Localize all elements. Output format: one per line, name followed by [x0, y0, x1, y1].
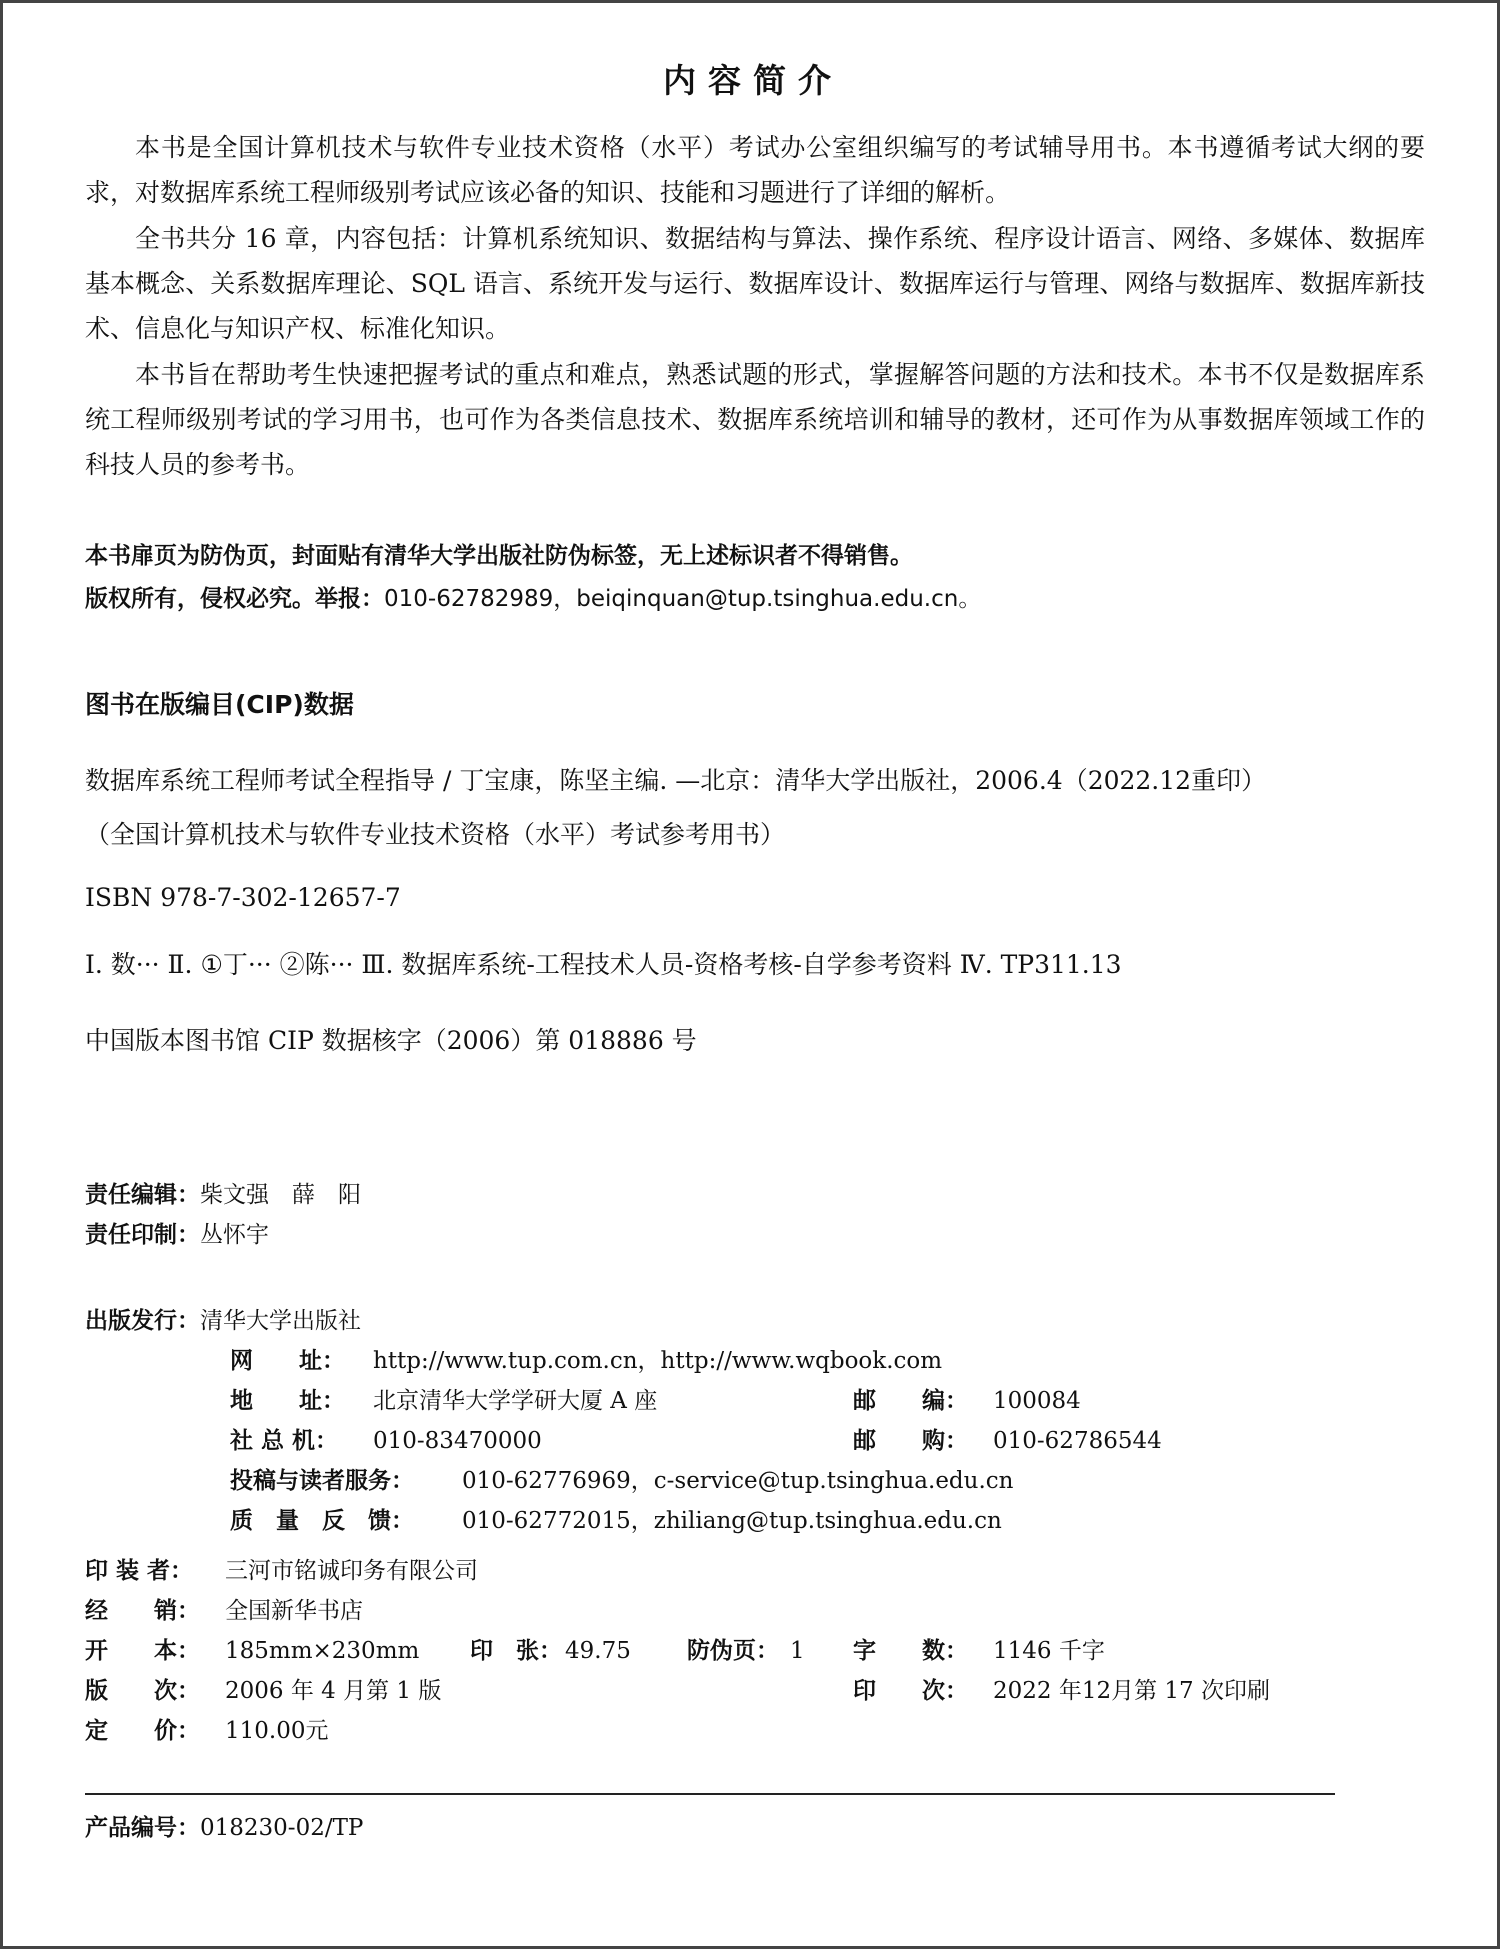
zip-value: 100084: [993, 1388, 1081, 1414]
report-line: [85, 578, 1425, 621]
web-value: http://www.tup.com.cn，http://www.wqbook.com: [373, 1348, 943, 1374]
edition-row: [85, 1671, 1425, 1711]
distributor-label: 经 销：: [85, 1598, 200, 1624]
switchboard-label: 社 总 机：: [230, 1428, 339, 1454]
print-value: 丛怀宇: [200, 1222, 269, 1248]
cip-classification: Ⅰ. 数··· Ⅱ. ①丁··· ②陈··· Ⅲ. 数据库系统-工程技术人员-资格考核-自学参考资料 Ⅳ. TP311.13: [85, 950, 1122, 979]
edition-value: 2006 年 4 月第 1 版: [225, 1678, 442, 1704]
intro-paragraph: 本书旨在帮助考生快速把握考试的重点和难点，熟悉试题的形式，掌握解答问题的方法和技术。本书不仅是数据库系统工程师级别考试的学习用书，也可作为各类信息技术、数据库系统培训和辅导的教材，还可作为从事数据库领域工作的科技人员的参考书。: [85, 360, 1425, 479]
intro-paragraph: 本书是全国计算机技术与软件专业技术资格（水平）考试办公室组织编写的考试辅导用书。本书遵循考试大纲的要求，对数据库系统工程师级别考试应该必备的知识、技能和习题进行了详细的解析。: [85, 133, 1425, 207]
printer-row: [85, 1551, 1425, 1591]
anti-counterfeit-label: 防伪页：: [687, 1638, 779, 1664]
format-label: 开 本：: [85, 1638, 200, 1664]
submission-row: [85, 1461, 1425, 1501]
mail-order-label: 邮 购：: [853, 1428, 968, 1454]
quality-label: 质 量 反 馈：: [230, 1508, 414, 1534]
web-row: [85, 1341, 1425, 1381]
distributor-value: 全国新华书店: [225, 1598, 363, 1624]
sheets-label: 印 张：: [470, 1638, 562, 1664]
submission-value: 010-62776969，c-service@tup.tsinghua.edu.cn: [462, 1468, 1014, 1494]
notice-line: 本书扉页为防伪页，封面贴有清华大学出版社防伪标签，无上述标识者不得销售。: [85, 543, 913, 569]
switchboard-row: [85, 1421, 1425, 1461]
product-code-value: 018230-02/TP: [200, 1815, 364, 1841]
printing-value: 2022 年12月第 17 次印刷: [993, 1678, 1270, 1704]
print-row: [85, 1215, 1425, 1255]
price-row: [85, 1711, 1425, 1751]
format-value: 185mm×230mm: [225, 1638, 420, 1664]
publisher-section: [85, 1301, 1425, 1541]
submission-label: 投稿与读者服务：: [230, 1468, 414, 1494]
anti-counterfeit-value: 1: [790, 1638, 805, 1664]
product-code: [85, 1809, 363, 1842]
specs-section: [85, 1551, 1425, 1751]
editor-label: 责任编辑：: [85, 1182, 200, 1208]
editor-value: 柴文强 薛 阳: [200, 1182, 361, 1208]
cip-line: 数据库系统工程师考试全程指导 / 丁宝康，陈坚主编. —北京：清华大学出版社，2006.4（2022.12重印）: [85, 766, 1267, 795]
mail-order-value: 010-62786544: [993, 1428, 1162, 1454]
report-label: 版权所有，侵权必究。举报：: [85, 586, 384, 612]
page-title: 内容简介: [663, 61, 843, 100]
editor-row: [85, 1175, 1425, 1215]
sheets-value: 49.75: [565, 1638, 631, 1664]
quality-value: 010-62772015，zhiliang@tup.tsinghua.edu.cn: [462, 1508, 1002, 1534]
publisher-name: 清华大学出版社: [200, 1308, 361, 1334]
divider-line: [85, 1793, 1335, 1795]
cip-heading: 图书在版编目(CIP)数据: [85, 690, 354, 719]
printer-value: 三河市铭诚印务有限公司: [225, 1558, 478, 1584]
quality-row: [85, 1501, 1425, 1541]
print-label: 责任印制：: [85, 1222, 200, 1248]
distributor-row: [85, 1591, 1425, 1631]
anti-counterfeit-notice: [85, 535, 1425, 621]
edition-label: 版 次：: [85, 1678, 200, 1704]
product-code-label: 产品编号：: [85, 1815, 200, 1841]
printing-label: 印 次：: [853, 1678, 968, 1704]
web-label: 网 址：: [230, 1348, 345, 1374]
word-count-value: 1146 千字: [993, 1638, 1105, 1664]
cip-series: （全国计算机技术与软件专业技术资格（水平）考试参考用书）: [85, 820, 786, 849]
word-count-label: 字 数：: [853, 1638, 968, 1664]
publisher-row: [85, 1301, 1425, 1341]
address-row: [85, 1381, 1425, 1421]
intro-paragraph: 全书共分 16 章，内容包括：计算机系统知识、数据结构与算法、操作系统、程序设计语言、网络、多媒体、数据库基本概念、关系数据库理论、SQL 语言、系统开发与运行、数据库设计、数据库运行与管理、网络与数据库、数据库新技术、信息化与知识产权、标准化知识。: [85, 224, 1425, 343]
address-label: 地 址：: [230, 1388, 345, 1414]
publisher-label: 出版发行：: [85, 1308, 200, 1334]
format-row: [85, 1631, 1425, 1671]
cip-number: 中国版本图书馆 CIP 数据核字（2006）第 018886 号: [85, 1026, 697, 1055]
cip-isbn: ISBN 978-7-302-12657-7: [85, 883, 401, 912]
price-value: 110.00元: [225, 1718, 329, 1744]
address-value: 北京清华大学学研大厦 A 座: [373, 1388, 658, 1414]
zip-label: 邮 编：: [853, 1388, 968, 1414]
credits-section: [85, 1175, 1425, 1255]
printer-label: 印 装 者：: [85, 1558, 194, 1584]
intro-section: [85, 125, 1425, 488]
price-label: 定 价：: [85, 1718, 200, 1744]
switchboard-value: 010-83470000: [373, 1428, 542, 1454]
report-contact: 010-62782989，beiqinquan@tup.tsinghua.edu.cn。: [384, 586, 982, 612]
